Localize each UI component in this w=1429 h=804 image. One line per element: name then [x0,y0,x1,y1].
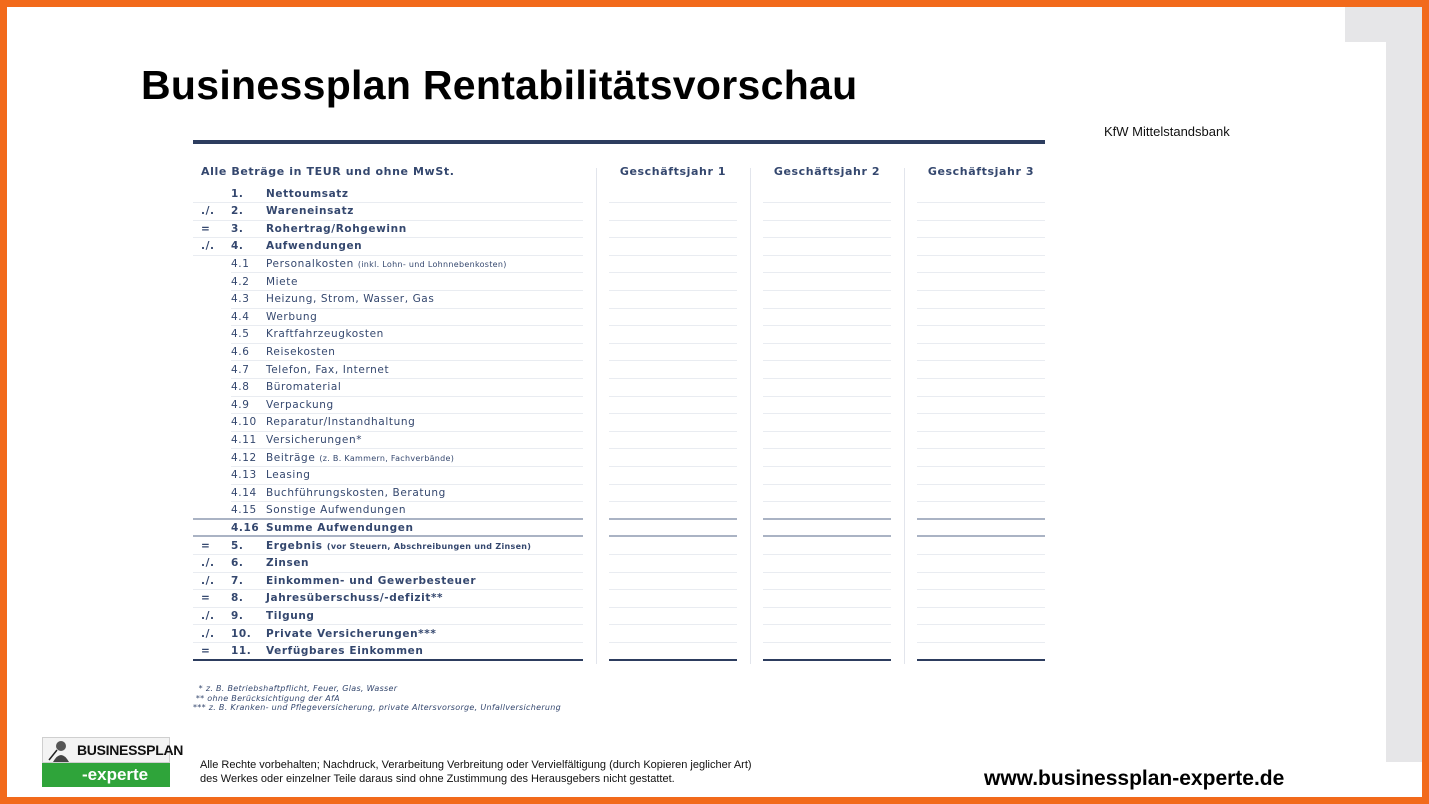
row-label-group [266,504,406,516]
row-label: Heizung, Strom, Wasser, Gas [266,293,435,306]
row-rule [193,659,583,661]
row-label-group [266,240,362,252]
row-label-group [266,434,362,446]
row-label: Aufwendungen [266,240,363,253]
row-label-group [266,188,349,200]
row-label-group [266,610,315,622]
logo-line-1: BUSINESSPLAN [77,742,184,758]
row-label: Miete [266,275,299,288]
row-label-group [266,487,446,499]
footnote: ** ohne Berücksichtigung der AfA [193,693,340,703]
row-operator: ./. [201,557,215,570]
table-row [193,432,1045,450]
row-label: Verpackung [266,398,334,411]
table-row [193,626,1045,644]
row-label-group [266,416,415,428]
row-label-group [266,328,384,340]
table-row [193,485,1045,503]
row-note: (z. B. Kammern, Fachverbände) [319,453,455,463]
table-row [193,520,1045,538]
row-label: Nettoumsatz [266,187,349,200]
source-label: KfW Mittelstandsbank [1104,124,1230,139]
value-cell [763,659,891,661]
copyright-line: des Werkes oder einzelner Teile daraus sind ohne Zustimmung des Herausgebers nicht gestattet. [200,773,675,785]
value-cell [609,659,737,661]
row-number: 4.14 [231,486,257,499]
row-operator: ./. [201,627,215,640]
table-row [193,379,1045,397]
footnote: * z. B. Betriebshaftpflicht, Feuer, Glas, Wasser [193,684,398,693]
logo-top [42,737,184,763]
slide-edge-strip [1345,7,1422,42]
row-operator: ./. [201,205,215,218]
row-label: Werbung [266,310,318,323]
row-number: 4.9 [231,398,250,411]
amounts-header: Alle Beträge in TEUR und ohne MwSt. [201,165,455,178]
row-label: Rohertrag/Rohgewinn [266,222,407,235]
row-number: 4.1 [231,257,250,270]
row-number: 4.6 [231,345,250,358]
copyright-line: Alle Rechte vorbehalten; Nachdruck, Verarbeitung Verbreitung oder Vervielfältigung (durch Kopieren jeglicher Art) [200,759,752,771]
table-row [193,238,1045,256]
row-label: Telefon, Fax, Internet [266,363,390,376]
table-row [193,608,1045,626]
table-row [193,186,1045,204]
page-title: Businessplan Rentabilitätsvorschau [141,62,858,108]
row-operator: ./. [201,574,215,587]
slide [7,7,1422,797]
row-label: Zinsen [266,557,310,570]
row-number: 4.13 [231,469,257,482]
row-operator: = [201,539,211,552]
table-row [193,414,1045,432]
row-operator: ./. [201,609,215,622]
row-number: 8. [231,592,244,605]
row-label-group [266,522,414,534]
row-label-group [266,540,531,552]
row-label: Sonstige Aufwendungen [266,504,407,517]
row-label: Reparatur/Instandhaltung [266,416,416,429]
row-number: 4. [231,240,244,253]
row-label-group [266,223,407,235]
table-row [193,203,1045,221]
table-row [193,538,1045,556]
table-row [193,643,1045,661]
table-row [193,344,1045,362]
businessplan-experte-logo [42,737,184,787]
year-3-header: Geschäftsjahr 3 [927,165,1035,178]
row-label: Personalkosten [266,257,354,270]
row-label: Einkommen- und Gewerbesteuer [266,574,477,587]
row-number: 10. [231,627,252,640]
table-row [193,450,1045,468]
row-label: Büromaterial [266,381,342,394]
row-number: 7. [231,574,244,587]
row-label: Beiträge [266,451,316,464]
row-label: Verfügbares Einkommen [266,645,424,658]
row-number: 4.12 [231,451,257,464]
row-label-group [266,381,341,393]
table-row [193,309,1045,327]
row-label-group [266,364,389,376]
row-label-group [266,276,298,288]
row-label: Wareneinsatz [266,205,354,218]
row-label-group [266,346,336,358]
row-number: 4.2 [231,275,250,288]
year-2-header: Geschäftsjahr 2 [773,165,881,178]
row-label: Versicherungen* [266,433,363,446]
man-with-pen-icon [47,740,75,762]
table-row [193,573,1045,591]
row-number: 6. [231,557,244,570]
row-operator: ./. [201,240,215,253]
table-row [193,590,1045,608]
row-number: 3. [231,222,244,235]
table-row [193,555,1045,573]
row-label-group [266,557,309,569]
row-label-group [266,575,476,587]
value-cell [917,659,1045,661]
row-label-group [266,645,423,657]
row-label-group [266,399,334,411]
table-row [193,221,1045,239]
row-operator: = [201,592,211,605]
row-operator: = [201,222,211,235]
row-label: Private Versicherungen*** [266,627,437,640]
row-number: 11. [231,645,252,658]
row-label-group [266,452,454,464]
row-operator: = [201,645,211,658]
row-note: (vor Steuern, Abschreibungen und Zinsen) [326,541,532,551]
row-number: 4.16 [231,521,260,534]
footnotes [193,684,561,713]
slide-edge-strip [1386,42,1422,762]
row-number: 4.10 [231,416,257,429]
table-row [193,256,1045,274]
table-row [193,291,1045,309]
footnote: *** z. B. Kranken- und Pflegeversicherung, private Altersvorsorge, Unfallversicherung [193,703,562,712]
row-note: (inkl. Lohn- und Lohnnebenkosten) [357,259,507,269]
row-label: Ergebnis [266,539,323,552]
table-row [193,326,1045,344]
table-row [193,467,1045,485]
row-label: Leasing [266,469,311,482]
copyright-notice [200,758,752,786]
website-url[interactable]: www.businessplan-experte.de [984,767,1285,790]
row-number: 4.4 [231,310,250,323]
table-row [193,274,1045,292]
row-number: 4.8 [231,381,250,394]
row-label: Reisekosten [266,345,336,358]
table-row [193,397,1045,415]
table-row [193,502,1045,520]
row-label-group [266,293,434,305]
row-number: 4.15 [231,504,257,517]
profitability-table [193,140,1045,660]
row-label-group [266,311,317,323]
row-label-group [266,205,354,217]
logo-bottom [42,763,170,787]
row-label-group [266,469,310,481]
row-label-group [266,628,436,640]
row-label: Summe Aufwendungen [266,521,414,534]
row-label: Kraftfahrzeugkosten [266,328,384,341]
row-label: Buchführungskosten, Beratung [266,486,446,499]
table-top-rule [193,140,1045,144]
row-number: 1. [231,187,244,200]
row-number: 5. [231,539,244,552]
row-label: Jahresüberschuss/-defizit** [266,592,444,605]
row-number: 9. [231,609,244,622]
year-1-header: Geschäftsjahr 1 [619,165,727,178]
row-number: 4.5 [231,328,250,341]
row-label-group [266,592,443,604]
row-number: 2. [231,205,244,218]
row-label-group [266,258,507,270]
row-number: 4.7 [231,363,250,376]
row-number: 4.11 [231,433,257,446]
table-row [193,362,1045,380]
row-label: Tilgung [266,609,315,622]
row-number: 4.3 [231,293,250,306]
logo-line-2: -experte [82,765,149,784]
